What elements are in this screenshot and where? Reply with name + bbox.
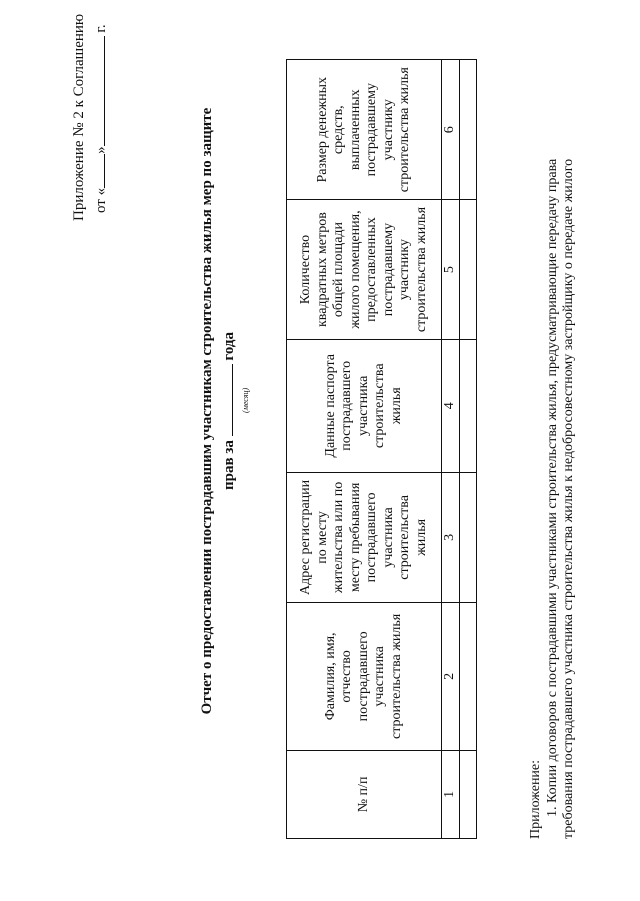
table-number-row (442, 60, 460, 839)
annex-day-blank (90, 154, 105, 188)
report-table (286, 59, 477, 839)
appendix-item-1-line-2: требования пострадавшего участника строительства жилья к недобросовестному застройщику о передаче жилого (561, 158, 576, 839)
annex-reference (68, 14, 112, 221)
header-cell-passport: Данные паспорта пострадавшего участника строительства жилья (287, 339, 442, 472)
table-cell (459, 60, 476, 200)
table-cell (459, 602, 476, 750)
table-cell (459, 750, 476, 838)
report-title (196, 0, 250, 841)
header-cell-address: Адрес регистрации по месту жительства или по месту пребывания пострадавшего участника строительства жилья (287, 472, 442, 602)
header-cell-number: № п/п (287, 750, 442, 838)
column-number-cell: 2 (442, 602, 460, 750)
annex-date-prefix: от « (93, 187, 109, 213)
report-period-year: года (221, 332, 237, 361)
header-cell-amount: Размер денежных средств, выплаченных пострадавшему участнику строительства жилья (287, 60, 442, 200)
table-cell (459, 200, 476, 339)
report-title-line-1: Отчет о предоставлении пострадавшим участникам строительства жилья мер по защите (199, 107, 215, 715)
annex-date-line (90, 14, 112, 221)
column-number-cell: 6 (442, 60, 460, 200)
table-header-row (287, 60, 442, 839)
appendix-label: Приложение: (528, 759, 543, 839)
month-hint: (месяц) (241, 387, 250, 413)
table-cell (459, 472, 476, 602)
column-number-cell: 1 (442, 750, 460, 838)
appendix (528, 39, 578, 839)
annex-line-1: Приложение № 2 к Соглашению (71, 13, 87, 221)
table-cell (459, 339, 476, 472)
report-period-prefix: прав за (221, 440, 237, 490)
annex-date-mid: » (93, 146, 109, 154)
column-number-cell: 5 (442, 200, 460, 339)
column-number-cell: 3 (442, 472, 460, 602)
annex-date-suffix: г. (93, 24, 109, 33)
header-cell-name: Фамилия, имя, отчество пострадавшего участника строительства жилья (287, 602, 442, 750)
annex-month-blank (90, 36, 105, 146)
appendix-item-1-line-1: 1. Копии договоров с пострадавшими участниками строительства жилья, предусматривающие передачу права (544, 158, 560, 817)
table-row (459, 60, 476, 839)
month-blank (218, 364, 250, 436)
column-number-cell: 4 (442, 339, 460, 472)
header-cell-area: Количество квадратных метров общей площади жилого помещения, предоставленных пострадавшему участнику строительства жилья (287, 200, 442, 339)
report-period-line (218, 0, 250, 841)
